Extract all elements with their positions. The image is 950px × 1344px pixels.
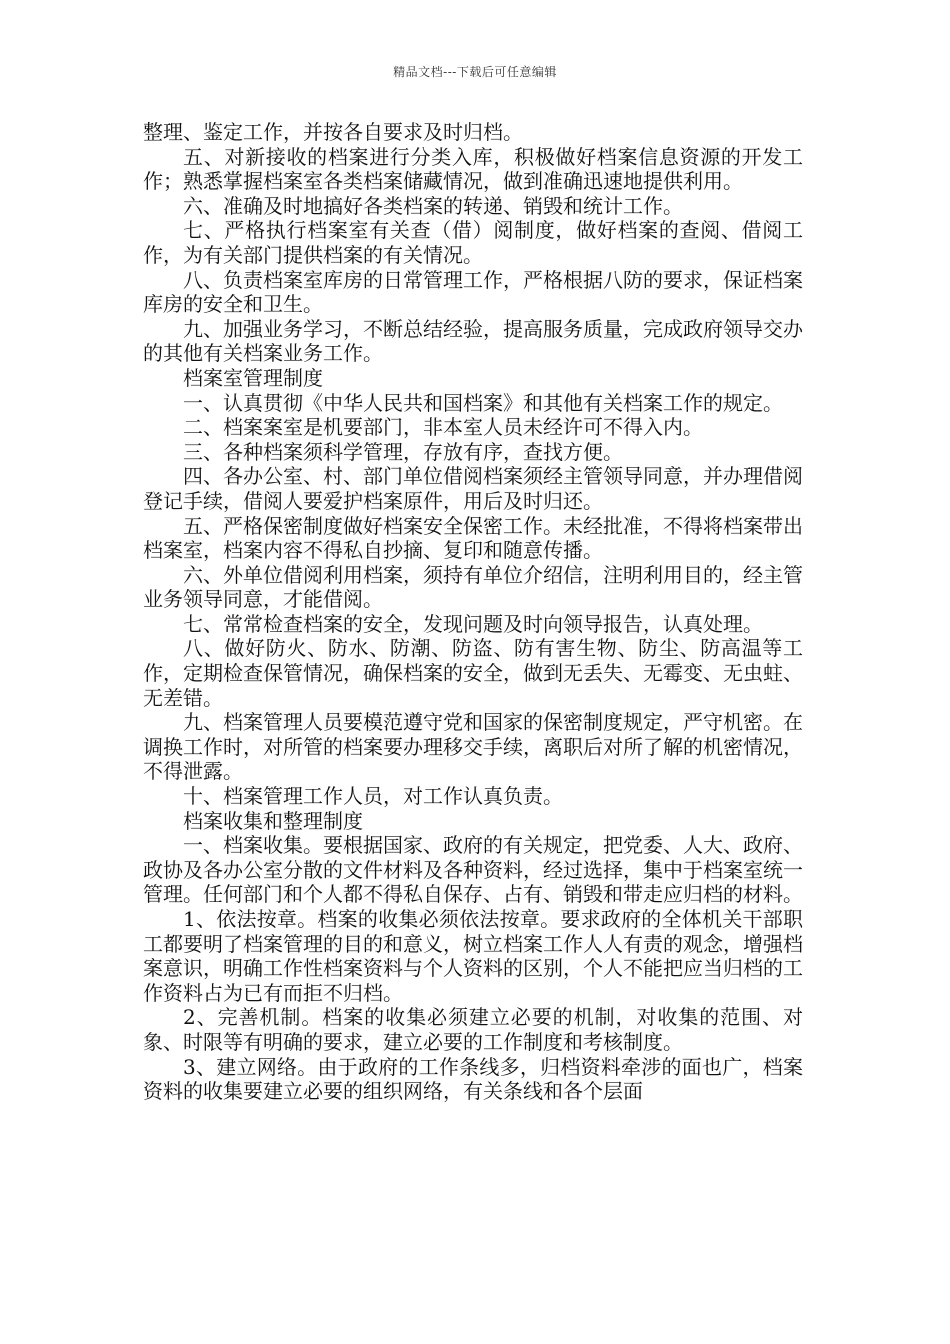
paragraph: 八、做好防火、防水、防潮、防盗、防有害生物、防尘、防高温等工作，定期检查保管情况，确保档案的安全，做到无丢失、无霉变、无虫蛀、无差错。 [143,636,803,710]
paragraph: 一、档案收集。要根据国家、政府的有关规定，把党委、人大、政府、政协及各办公室分散的文件材料及各种资料，经过选择，集中于档案室统一管理。任何部门和个人都不得私自保存、占有、销毁和带走应归档的材料。 [143,833,803,907]
document-body [143,120,803,1104]
paragraph: 3、建立网络。由于政府的工作条线多，归档资料牵涉的面也广，档案资料的收集要建立必要的组织网络，有关条线和各个层面 [143,1054,803,1104]
paragraph: 八、负责档案室库房的日常管理工作，严格根据八防的要求，保证档案库房的安全和卫生。 [143,267,803,317]
paragraph: 五、严格保密制度做好档案安全保密工作。未经批准，不得将档案带出档案室，档案内容不得私自抄摘、复印和随意传播。 [143,513,803,563]
section-title: 档案收集和整理制度 [183,808,363,833]
paragraph: 六、外单位借阅利用档案，须持有单位介绍信，注明利用目的，经主管业务领导同意，才能借阅。 [143,562,803,612]
paragraph: 七、严格执行档案室有关查（借）阅制度，做好档案的查阅、借阅工作，为有关部门提供档案的有关情况。 [143,218,803,267]
section-title: 档案室管理制度 [183,365,323,390]
paragraph: 九、档案管理人员要模范遵守党和国家的保密制度规定，严守机密。在调换工作时，对所管的档案要办理移交手续，离职后对所了解的机密情况，不得泄露。 [143,710,803,784]
paragraph: 五、对新接收的档案进行分类入库，积极做好档案信息资源的开发工作；熟悉掌握档案室各类档案储藏情况，做到准确迅速地提供利用。 [143,144,803,194]
paragraph: 二、档案案室是机要部门，非本室人员未经许可不得入内。 [183,415,703,440]
paragraph: 九、加强业务学习，不断总结经验，提高服务质量，完成政府领导交办的其他有关档案业务工作。 [143,316,803,366]
paragraph: 六、准确及时地搞好各类档案的转递、销毁和统计工作。 [183,193,683,218]
paragraph: 三、各种档案须科学管理，存放有序，查找方便。 [183,439,623,464]
paragraph: 2、完善机制。档案的收集必须建立必要的机制，对收集的范围、对象、时限等有明确的要求，建立必要的工作制度和考核制度。 [143,1005,803,1054]
paragraph: 七、常常检查档案的安全，发现问题及时向领导报告，认真处理。 [183,611,763,636]
page-header: 精品文档---下载后可任意编辑 [393,65,557,79]
paragraph: 十、档案管理工作人员，对工作认真负责。 [183,784,563,809]
paragraph: 一、认真贯彻《中华人民共和国档案》和其他有关档案工作的规定。 [183,390,783,415]
paragraph: 1、依法按章。档案的收集必须依法按章。要求政府的全体机关干部职工都要明了档案管理的目的和意义，树立档案工作人人有责的观念，增强档案意识，明确工作性档案资料与个人资料的区别，个人不能把应当归档的工作资料占为已有而拒不归档。 [143,907,803,1005]
paragraph: 四、各办公室、村、部门单位借阅档案须经主管领导同意，并办理借阅登记手续，借阅人要爱护档案原件，用后及时归还。 [143,464,803,513]
paragraph-continuation: 整理、鉴定工作，并按各自要求及时归档。 [143,120,523,144]
